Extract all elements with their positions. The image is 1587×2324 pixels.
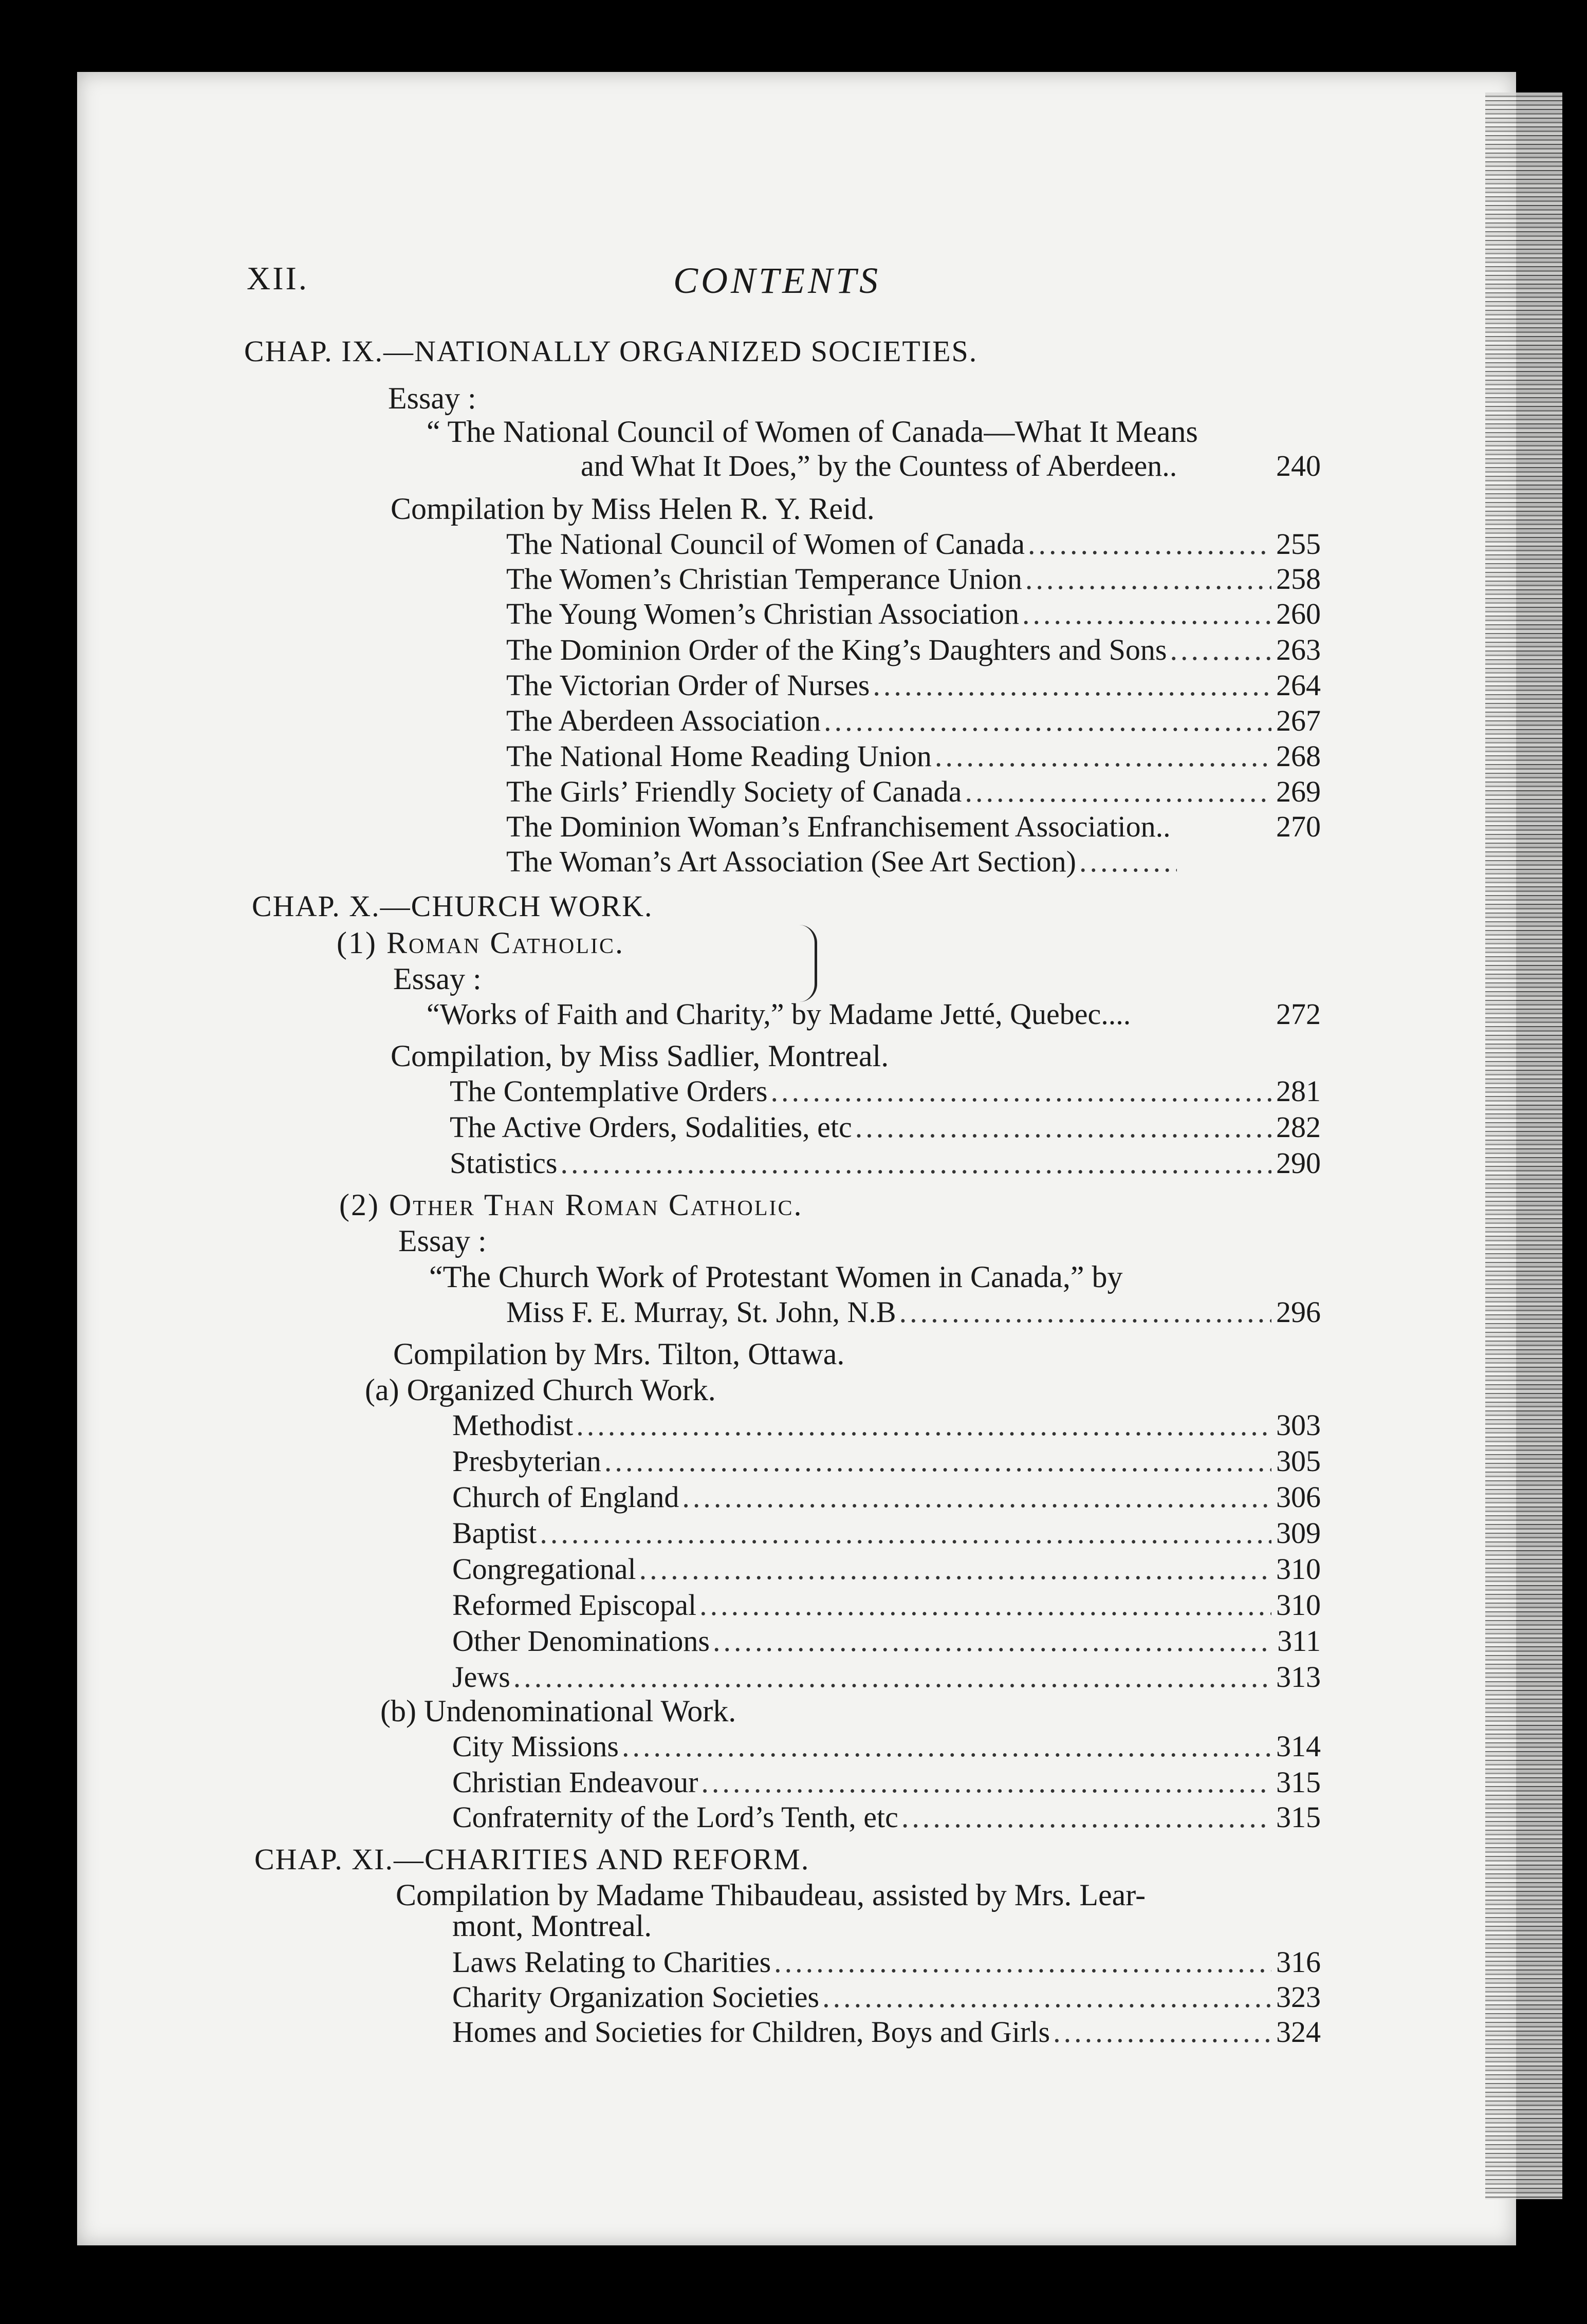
toc-entry: City Missions ..... 314: [452, 1732, 1321, 1761]
running-head: [247, 259, 1326, 306]
chapter-heading: CHAP. XI.—CHARITIES AND REFORM.: [254, 1843, 810, 1876]
toc-entry: and What It Does,” by the Countess of Aberdeen.. 240: [581, 449, 1321, 482]
toc-entry: Jews ..... 313: [452, 1662, 1321, 1692]
chapter-heading: CHAP. X.—CHURCH WORK.: [252, 889, 653, 923]
essay-label: Essay :: [398, 1224, 487, 1258]
toc-entry: Methodist ..... 303: [452, 1410, 1321, 1440]
toc-entry: The Young Women’s Christian Association ..... 260: [506, 599, 1321, 629]
compilation-credit: mont, Montreal.: [452, 1909, 652, 1943]
toc-entry: The Aberdeen Association ..... 267: [506, 706, 1321, 736]
toc-entry: Confraternity of the Lord’s Tenth, etc ..... 315: [452, 1802, 1321, 1832]
toc-entry: Other Denominations ..... 311: [452, 1626, 1321, 1656]
toc-entry: Homes and Societies for Children, Boys and Girls ..... 324: [452, 2017, 1321, 2047]
toc-entry: The Girls’ Friendly Society of Canada ..... 269: [506, 777, 1321, 807]
toc-entry: The Dominion Order of the King’s Daughters and Sons ..... 263: [506, 635, 1321, 665]
compilation-credit: Compilation by Mrs. Tilton, Ottawa.: [393, 1337, 845, 1371]
brace-mark: [799, 925, 817, 1002]
toc-entry: Christian Endeavour ..... 315: [452, 1768, 1321, 1797]
toc-entry: Charity Organization Societies ..... 323: [452, 1982, 1321, 2012]
toc-entry: Reformed Episcopal ..... 310: [452, 1590, 1321, 1620]
essay-label: Essay :: [393, 962, 482, 996]
toc-entry: Presbyterian ..... 305: [452, 1446, 1321, 1476]
toc-entry: The Dominion Woman’s Enfranchisement Association.. 270: [506, 810, 1321, 843]
toc-entry: “Works of Faith and Charity,” by Madame Jetté, Quebec.... 272: [427, 997, 1321, 1031]
subsection-label: (b) Undenominational Work.: [380, 1694, 736, 1728]
page-edge-shadow: [1485, 92, 1562, 2199]
toc-entry: The Active Orders, Sodalities, etc ..... 282: [450, 1112, 1321, 1142]
toc-entry: Congregational ..... 310: [452, 1554, 1321, 1584]
page-number: XII.: [247, 260, 309, 296]
section-label: (2) Other Than Roman Catholic.: [339, 1188, 803, 1222]
essay-title: “The Church Work of Protestant Women in Canada,” by: [429, 1260, 1123, 1294]
toc-entry: The Victorian Order of Nurses ..... 264: [506, 671, 1321, 700]
toc-entry: The National Home Reading Union ..... 268: [506, 741, 1321, 771]
essay-title: “ The National Council of Women of Canada—What It Means: [427, 415, 1198, 449]
chapter-heading: CHAP. IX.—NATIONALLY ORGANIZED SOCIETIES.: [244, 334, 978, 368]
compilation-credit: Compilation by Miss Helen R. Y. Reid.: [391, 492, 875, 526]
toc-entry: Laws Relating to Charities ..... 316: [452, 1947, 1321, 1977]
toc-entry: The Women’s Christian Temperance Union ..... 258: [506, 564, 1321, 594]
page-title: CONTENTS: [673, 260, 881, 301]
compilation-credit: Compilation by Madame Thibaudeau, assisted by Mrs. Lear-: [396, 1878, 1146, 1912]
compilation-credit: Compilation, by Miss Sadlier, Montreal.: [391, 1039, 889, 1073]
toc-entry: The Woman’s Art Association (See Art Section) .....: [506, 847, 1321, 877]
toc-entry: Statistics ..... 290: [450, 1148, 1321, 1178]
subsection-label: (a) Organized Church Work.: [365, 1373, 716, 1407]
section-label: (1) Roman Catholic.: [337, 926, 624, 960]
toc-entry: Miss F. E. Murray, St. John, N.B ..... 296: [506, 1297, 1321, 1327]
toc-entry: The Contemplative Orders ..... 281: [450, 1076, 1321, 1106]
toc-entry: The National Council of Women of Canada ..... 255: [506, 529, 1321, 559]
essay-label: Essay :: [388, 381, 476, 415]
toc-entry: Baptist ..... 309: [452, 1518, 1321, 1548]
toc-entry: Church of England ..... 306: [452, 1482, 1321, 1512]
